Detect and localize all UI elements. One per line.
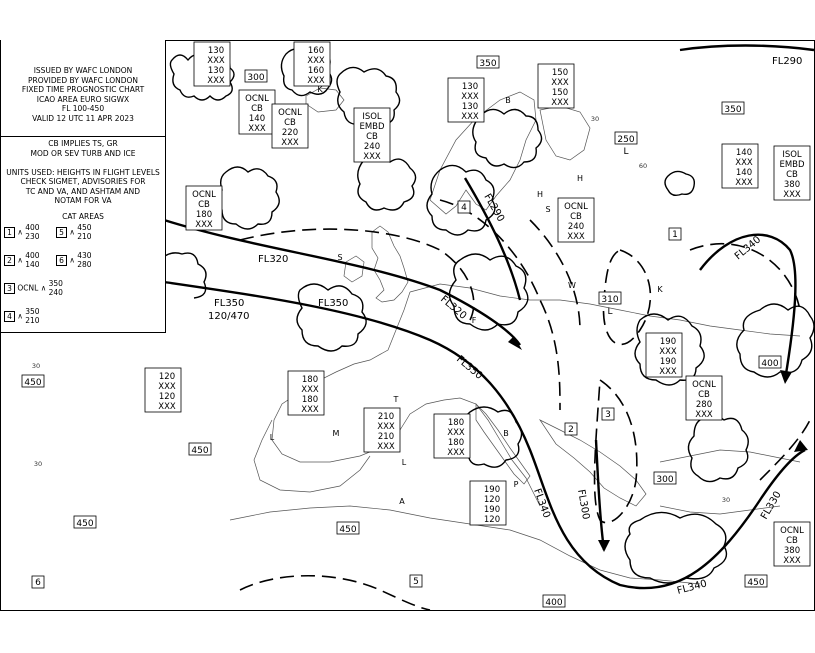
cloud-info-box — [364, 408, 400, 452]
cloud-info-line: XXX — [735, 158, 753, 168]
cloud-info-line: 140 — [735, 168, 753, 178]
cloud-info-line: CB — [284, 118, 296, 128]
tropopause-height-value: 450 — [747, 578, 765, 588]
cloud-info-box — [722, 144, 758, 188]
map-letter: A — [399, 497, 405, 506]
issued-line: ICAO AREA EURO SIGWX — [36, 94, 130, 104]
cloud-info-line: 190 — [483, 505, 501, 515]
cat-area-marker — [565, 423, 577, 435]
map-letter: W — [568, 281, 576, 290]
cat-area-legend-item — [4, 252, 40, 269]
isotherm-label: 30 — [721, 496, 731, 504]
issued-block — [1, 66, 165, 123]
jet-label: FL290 — [481, 192, 507, 224]
cloud-info-box — [288, 371, 324, 415]
cloud-info-line: XXX — [783, 556, 801, 566]
cloud-info-line: XXX — [158, 402, 176, 412]
map-letter: B — [505, 96, 511, 105]
cloud-info-line: 240 — [363, 142, 381, 152]
cloud-info-boxes — [145, 42, 810, 566]
cloud-info-line: XXX — [301, 385, 319, 395]
cloud-info-line: CB — [251, 104, 263, 114]
cloud-info-box — [774, 146, 810, 200]
cloud-info-line: XXX — [281, 138, 299, 148]
tropopause-height-value: 400 — [545, 598, 563, 608]
tropopause-height-box — [245, 70, 267, 83]
isotherm-label: 30 — [31, 362, 41, 370]
tropopause-height-value: 450 — [76, 519, 94, 529]
tropopause-height-value: 400 — [761, 359, 779, 369]
cloud-info-line: XXX — [551, 98, 569, 108]
cloud-info-line: CB — [570, 212, 582, 222]
map-letter: K — [317, 85, 323, 94]
jet-label: 120/470 — [208, 311, 250, 322]
jet-label: FL350 — [214, 298, 245, 309]
tropopause-height-box — [599, 292, 621, 305]
turbulence-icon: ∧ — [67, 255, 78, 265]
cloud-info-box — [558, 198, 594, 242]
cat-area-number: 4 — [4, 311, 15, 322]
cat-area-number: 5 — [56, 227, 67, 238]
cloud-info-line: XXX — [301, 405, 319, 415]
tropopause-height-box — [654, 472, 676, 485]
tropopause-height-value: 300 — [247, 73, 265, 83]
map-letter: F — [471, 316, 477, 325]
cloud-info-line: 150 — [551, 88, 569, 98]
jet-stream-greece — [596, 440, 604, 550]
cloud-info-box — [646, 333, 682, 377]
cloud-info-line: XXX — [307, 76, 325, 86]
cloud-info-line: XXX — [695, 410, 713, 420]
cloud-info-line: 280 — [695, 400, 713, 410]
cloud-info-line: 380 — [783, 546, 801, 556]
cloud-info-line: XXX — [377, 422, 395, 432]
cloud-info-box — [774, 522, 810, 566]
tropopause-height-box — [477, 56, 499, 69]
cloud-info-line: 130 — [461, 82, 479, 92]
map-letter: S — [337, 253, 343, 262]
cloud-info-line: ISOL — [782, 150, 802, 160]
cloud-info-line: 120 — [158, 372, 176, 382]
cloud-info-box — [272, 104, 308, 148]
isotherm-label: 30 — [590, 115, 600, 123]
cat-area-marker-number: 6 — [35, 578, 41, 588]
cloud-info-line: 160 — [307, 46, 325, 56]
cloud-info-line: 120 — [483, 515, 501, 525]
jet-label: FL350 — [454, 353, 485, 382]
cloud-info-line: XXX — [461, 112, 479, 122]
jet-stream-north — [680, 46, 814, 51]
cloud-info-line: XXX — [551, 78, 569, 88]
cat-area-marker-number: 2 — [568, 425, 574, 435]
cloud-info-line: 180 — [301, 395, 319, 405]
cloud-info-line: 240 — [567, 222, 585, 232]
cloud-info-line: 190 — [659, 337, 677, 347]
note-line: UNITS USED: HEIGHTS IN FLIGHT LEVELS — [6, 167, 160, 177]
tropopause-height-box — [759, 356, 781, 369]
tropopause-height-value: 310 — [601, 295, 619, 305]
tropopause-low-letter: L — [623, 147, 629, 157]
cloud-info-box — [434, 414, 470, 458]
jet-label: FL320 — [258, 254, 289, 265]
map-letter: S — [545, 205, 551, 214]
cat-area-number: 6 — [56, 255, 67, 266]
cloud-info-line: CB — [366, 132, 378, 142]
cloud-info-line: XXX — [567, 232, 585, 242]
cloud-info-line: OCNL — [692, 380, 716, 390]
cloud-info-line: XXX — [735, 178, 753, 188]
map-letter: P — [513, 480, 519, 489]
cat-area-marker — [458, 201, 470, 213]
cat-area-number: 2 — [4, 255, 15, 266]
cloud-info-line: XXX — [195, 220, 213, 230]
cloud-info-line: 140 — [248, 114, 266, 124]
cat-area-levels: 430 280 — [77, 251, 92, 269]
map-letter: H — [536, 190, 544, 199]
cloud-info-line: OCNL — [564, 202, 588, 212]
cloud-info-line: 160 — [307, 66, 325, 76]
cloud-info-box — [448, 78, 484, 122]
issued-line: ISSUED BY WAFC LONDON — [33, 66, 133, 75]
cloud-info-line: ISOL — [362, 112, 382, 122]
cat-area-legend-item — [56, 224, 92, 241]
coastlines — [230, 88, 800, 584]
cloud-info-line: 180 — [447, 438, 465, 448]
issued-line: FL 100-450 — [61, 104, 105, 113]
cat-area-legend-item — [4, 308, 40, 325]
map-letter: L — [269, 433, 275, 442]
notes-block — [1, 136, 165, 206]
turbulence-icon: ∧ — [38, 283, 49, 293]
turbulence-icon: ∧ — [15, 227, 26, 237]
tropopause-height-box — [189, 443, 211, 456]
tropopause-height-box — [74, 516, 96, 529]
cloud-info-line: XXX — [207, 76, 225, 86]
cat-area-marker — [410, 575, 422, 587]
note-line: MOD OR SEV TURB AND ICE — [30, 148, 136, 158]
tropopause-height-box — [745, 575, 767, 588]
cloud-info-line: 380 — [783, 180, 801, 190]
cat-area-marker — [32, 576, 44, 588]
cloud-info-line: OCNL — [245, 94, 269, 104]
cloud-info-line: 210 — [377, 432, 395, 442]
cloud-info-line: 130 — [207, 66, 225, 76]
cat-area-marker-number: 5 — [413, 577, 419, 587]
note-line: CB IMPLIES TS, GR — [48, 139, 118, 148]
cloud-info-line: 140 — [735, 148, 753, 158]
legend-panel — [0, 40, 166, 333]
tropopause-height-value: 450 — [191, 446, 209, 456]
cloud-info-line: 180 — [301, 375, 319, 385]
cloud-info-box — [538, 64, 574, 108]
tropopause-height-value: 300 — [656, 475, 674, 485]
cloud-info-line: XXX — [783, 190, 801, 200]
turbulence-icon: ∧ — [67, 227, 78, 237]
cat-area-marker — [669, 228, 681, 240]
note-line: CHECK SIGMET, ADVISORIES FOR — [20, 177, 146, 186]
jet-label: FL340 — [732, 234, 764, 263]
turbulence-icon: ∧ — [15, 311, 26, 321]
jet-label: FL340 — [675, 578, 709, 597]
jet-label: FL320 — [438, 293, 469, 322]
tropopause-height-value: 350 — [724, 105, 742, 115]
isotherm-label: 30 — [33, 460, 43, 468]
tropopause-height-value: 450 — [339, 525, 357, 535]
cloud-info-line: XXX — [248, 124, 266, 134]
cat-area-prefix: OCNL — [15, 283, 39, 293]
map-letter: T — [393, 395, 399, 404]
note-line: NOTAM FOR VA — [54, 196, 112, 205]
cat-area-marker-number: 3 — [605, 410, 611, 420]
cloud-info-line: 190 — [483, 485, 501, 495]
cloud-info-line: OCNL — [780, 526, 804, 536]
cloud-info-line: 150 — [551, 68, 569, 78]
cloud-info-line: XXX — [447, 448, 465, 458]
tropopause-height-box — [543, 595, 565, 608]
cat-area-legend-item — [4, 280, 63, 297]
cloud-info-line: 180 — [447, 418, 465, 428]
cloud-info-box — [294, 42, 330, 86]
cloud-info-line: XXX — [377, 442, 395, 452]
cloud-info-line: XXX — [363, 152, 381, 162]
jet-label: FL290 — [772, 56, 803, 67]
cloud-info-box — [145, 368, 181, 412]
tropopause-height-box — [615, 132, 637, 145]
note-line — [1, 158, 165, 168]
cloud-info-line: 120 — [483, 495, 501, 505]
jet-label: FL350 — [318, 298, 349, 309]
cloud-info-line: OCNL — [278, 108, 302, 118]
cloud-info-line: XXX — [447, 428, 465, 438]
jet-stream-atlantic — [164, 220, 520, 345]
cat-area-levels: 350 210 — [25, 307, 40, 325]
cloud-info-line: XXX — [659, 367, 677, 377]
cat-area-levels: 450 210 — [77, 223, 92, 241]
tropopause-height-value: 250 — [617, 135, 635, 145]
jet-label: FL300 — [575, 488, 592, 521]
cloud-info-line: EMBD — [779, 160, 805, 170]
note-line: TC AND VA, AND ASHTAM AND — [25, 186, 141, 196]
cloud-info-line: CB — [786, 170, 798, 180]
cloud-info-line: CB — [786, 536, 798, 546]
tropopause-height-value: 450 — [24, 378, 42, 388]
map-letter: H — [576, 174, 584, 183]
cat-area-legend-item — [56, 252, 92, 269]
cloud-info-box — [686, 376, 722, 420]
cat-area-marker-number: 1 — [672, 230, 678, 240]
cloud-info-line: 210 — [377, 412, 395, 422]
cloud-info-line: 190 — [659, 357, 677, 367]
tropopause-height-box — [722, 102, 744, 115]
cloud-info-box — [186, 186, 222, 230]
cloud-info-line: 220 — [281, 128, 299, 138]
cloud-info-box — [470, 481, 506, 525]
map-letter: M — [332, 429, 340, 438]
issued-line: FIXED TIME PROGNOSTIC CHART — [21, 85, 145, 94]
cloud-info-box — [194, 42, 230, 86]
cloud-info-line: 130 — [461, 102, 479, 112]
cloud-info-line: 120 — [158, 392, 176, 402]
map-letter: L — [401, 458, 407, 467]
cloud-info-line: 130 — [207, 46, 225, 56]
cloud-info-line: XXX — [158, 382, 176, 392]
cloud-info-line: XXX — [659, 347, 677, 357]
cat-area-marker-number: 4 — [461, 203, 467, 213]
issued-line: PROVIDED BY WAFC LONDON — [27, 75, 138, 85]
cat-area-number: 3 — [4, 283, 15, 294]
cloud-info-line: OCNL — [192, 190, 216, 200]
jet-stream-main — [164, 282, 805, 588]
jet-label: FL340 — [531, 487, 552, 520]
tropopause-height-box — [337, 522, 359, 535]
cat-area-number: 1 — [4, 227, 15, 238]
cloud-info-line: XXX — [307, 56, 325, 66]
cat-area-levels: 400 230 — [25, 223, 40, 241]
tropopause-low-letter: L — [607, 307, 613, 317]
cloud-info-line: EMBD — [359, 122, 385, 132]
cat-area-levels: 400 140 — [25, 251, 40, 269]
cloud-info-line: 180 — [195, 210, 213, 220]
map-letter: B — [503, 429, 509, 438]
cloud-info-box — [354, 108, 390, 162]
cloud-info-line: XXX — [461, 92, 479, 102]
tropopause-height-box — [22, 375, 44, 388]
cloud-info-line: CB — [698, 390, 710, 400]
cat-area-legend-item — [4, 224, 40, 241]
cat-areas-title: CAT AREAS — [62, 212, 104, 221]
jet-label: FL330 — [759, 489, 784, 522]
map-letter: K — [657, 285, 663, 294]
tropopause-height-value: 350 — [479, 59, 497, 69]
isotherm-label: 60 — [638, 162, 648, 170]
cat-area-levels: 350 240 — [48, 279, 63, 297]
cloud-info-line: CB — [198, 200, 210, 210]
cloud-info-box — [239, 90, 275, 134]
turbulence-icon: ∧ — [15, 255, 26, 265]
cloud-info-line: XXX — [207, 56, 225, 66]
issued-line: VALID 12 UTC 11 APR 2023 — [32, 113, 134, 123]
cat-area-marker — [602, 408, 614, 420]
